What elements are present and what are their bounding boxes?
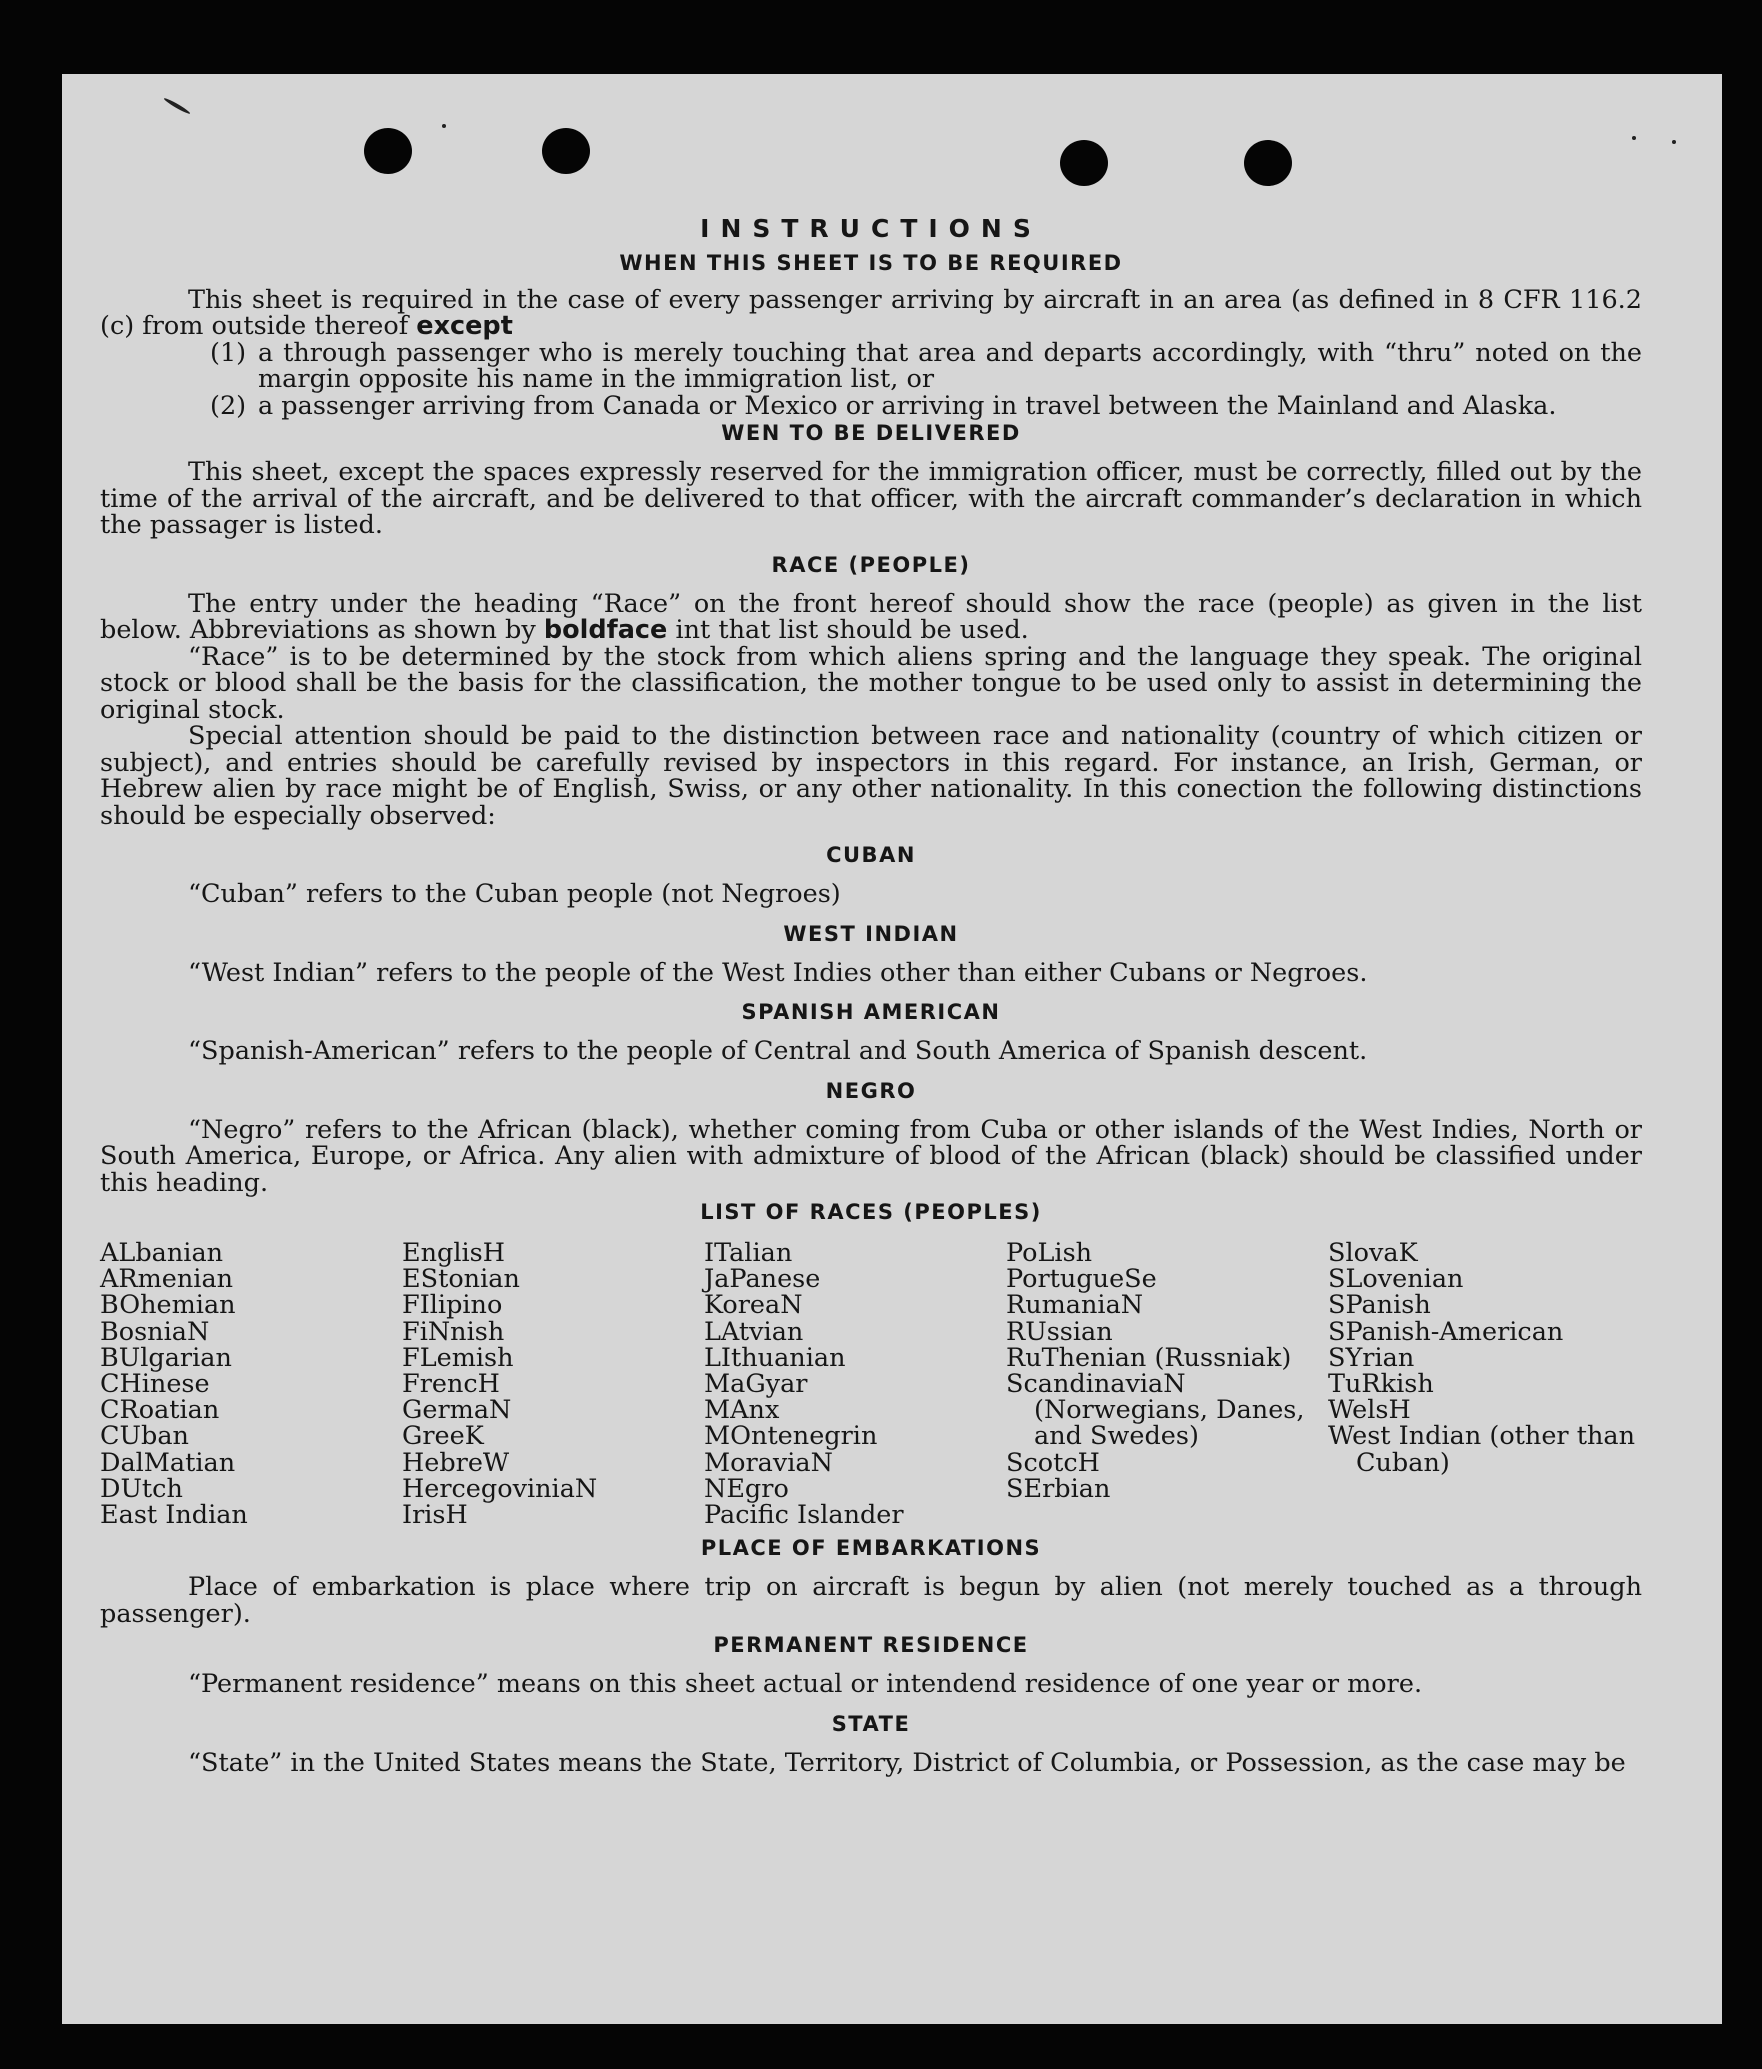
race-item: FiNnish <box>402 1316 505 1347</box>
speck <box>1632 136 1636 140</box>
punch-hole <box>1060 140 1108 186</box>
race-item: GreeK <box>402 1421 484 1452</box>
race-item: SYrian <box>1328 1342 1415 1373</box>
race-item: ARmenian <box>100 1264 234 1295</box>
race-item: MOntenegrin <box>704 1421 878 1452</box>
race-item: MAnx <box>704 1395 780 1426</box>
paragraph: “State” in the United States means the State, Territory, District of Columbia, or Possession, as the case may be <box>188 1747 1626 1778</box>
race-item: DalMatian <box>100 1447 236 1478</box>
instructions-content <box>100 216 1642 1776</box>
race-item: TuRkish <box>1328 1369 1434 1400</box>
paragraph: Place of embarkation is place where trip on aircraft is begun by alien (not merely touched as a through passenger). <box>100 1572 1642 1629</box>
race-item: BosniaN <box>100 1316 210 1347</box>
paragraph: “Cuban” refers to the Cuban people (not Negroes) <box>188 879 841 909</box>
race-item: KoreaN <box>704 1290 803 1321</box>
race-item: FrencH <box>402 1369 500 1400</box>
race-item: EnglisH <box>402 1238 505 1268</box>
race-item: IrisH <box>402 1500 468 1531</box>
paragraph: “Race” is to be determined by the stock from which aliens spring and the language they speak. The original stock or blood shall be the basis for the classification, the mother tongue to be used only to assist in determining the original stock. <box>100 641 1642 725</box>
paragraph: “Permanent residence” means on this sheet actual or intendend residence of one year or more. <box>188 1669 1423 1700</box>
race-item: FLemish <box>402 1342 514 1373</box>
race-item: SLovenian <box>1328 1264 1464 1295</box>
race-item: CHinese <box>100 1369 210 1400</box>
race-item: RUssian <box>1006 1316 1113 1347</box>
speck <box>442 124 446 128</box>
paragraph: The entry under the heading “Race” on the front hereof should show the race (people) as given in the list below. Abbreviations as shown by boldface int that list should be used. <box>100 588 1642 645</box>
speck <box>1672 140 1676 144</box>
race-item: WelsH <box>1328 1395 1411 1426</box>
race-item: CUban <box>100 1421 189 1452</box>
document-page <box>62 74 1722 2024</box>
race-item: BUlgarian <box>100 1342 232 1373</box>
race-item: HercegoviniaN <box>402 1473 598 1504</box>
race-item: DUtch <box>100 1473 183 1504</box>
list-item: (1) a through passenger who is merely touching that area and departs accordingly, with “thru” noted on the margin opposite his name in the immigration list, or <box>210 337 1642 394</box>
section-heading: WEST INDIAN <box>783 921 959 946</box>
race-item: SlovaK <box>1328 1238 1418 1268</box>
race-item: PortugueSe <box>1006 1264 1157 1295</box>
race-column <box>402 1238 704 1531</box>
section-heading: CUBAN <box>826 843 916 867</box>
list-item: (2) a passenger arriving from Canada or Mexico or arriving in travel between the Mainland and Alaska. <box>210 390 1557 421</box>
race-item: LIthuanian <box>704 1342 846 1373</box>
section-heading: WEN TO BE DELIVERED <box>721 421 1021 445</box>
race-item: RuThenian (Russniak) <box>1006 1342 1292 1373</box>
punch-hole <box>1244 140 1292 186</box>
speck <box>163 97 191 115</box>
race-item: MoraviaN <box>704 1447 833 1478</box>
race-item: MaGyar <box>704 1369 808 1400</box>
section-heading: STATE <box>831 1711 911 1736</box>
race-item: GermaN <box>402 1395 512 1426</box>
page-title: INSTRUCTIONS <box>700 214 1042 243</box>
race-item: RumaniaN <box>1006 1290 1144 1321</box>
punch-hole <box>364 128 412 174</box>
paragraph: Special attention should be paid to the distinction between race and nationality (country of which citizen or subject), and entries should be carefully revised by inspectors in this regard. For instance, an Irish, German, or Hebrew alien by race might be of English, Swiss, or any other nationality. In this conection the following distinctions should be especially observed: <box>100 721 1642 831</box>
punch-hole <box>542 128 590 174</box>
section-heading: PERMANENT RESIDENCE <box>713 1633 1029 1658</box>
race-item: West Indian (other than Cuban) <box>1328 1421 1636 1478</box>
race-item: ITalian <box>704 1238 793 1268</box>
race-item: JaPanese <box>704 1264 821 1295</box>
race-item: EStonian <box>402 1264 520 1295</box>
section-heading: SPANISH AMERICAN <box>741 1000 1001 1024</box>
race-list <box>100 1238 1642 1531</box>
section-heading: WHEN THIS SHEET IS TO BE REQUIRED <box>619 250 1123 275</box>
section-heading: PLACE OF EMBARKATIONS <box>700 1536 1042 1561</box>
section-heading: RACE (PEOPLE) <box>771 552 971 577</box>
paragraph: “Spanish-American” refers to the people of Central and South America of Spanish descent. <box>188 1036 1368 1066</box>
race-item: HebreW <box>402 1447 510 1478</box>
race-item: SErbian <box>1006 1473 1111 1504</box>
paragraph: “West Indian” refers to the people of the West Indies other than either Cubans or Negroes. <box>188 957 1368 988</box>
race-item: LAtvian <box>704 1316 804 1347</box>
race-column <box>1006 1240 1328 1528</box>
race-item: SPanish <box>1328 1290 1431 1321</box>
race-item: PoLish <box>1006 1238 1093 1268</box>
race-column <box>704 1238 1006 1531</box>
paragraph: This sheet is required in the case of every passenger arriving by aircraft in an area (as defined in 8 CFR 116.2 (c) from outside thereof except <box>100 284 1642 341</box>
race-item: Pacific Islander <box>704 1500 904 1531</box>
paragraph: “Negro” refers to the African (black), whether coming from Cuba or other islands of the West Indies, North or South America, Europe, or Africa. Any alien with admixture of blood of the African (black) should be classified under this heading. <box>100 1114 1642 1198</box>
race-item: East Indian <box>100 1500 248 1531</box>
section-heading: LIST OF RACES (PEOPLES) <box>700 1200 1042 1224</box>
race-column <box>1328 1240 1642 1528</box>
race-item: ScotcH <box>1006 1447 1100 1478</box>
race-item: SPanish-American <box>1328 1316 1564 1347</box>
race-item: BOhemian <box>100 1290 236 1321</box>
race-item: NEgro <box>704 1473 789 1504</box>
race-item: FIlipino <box>402 1290 503 1321</box>
section-heading: NEGRO <box>825 1078 917 1103</box>
race-item: ScandinaviaN (Norwegians, Danes, and Swedes) <box>1006 1369 1305 1452</box>
race-item: CRoatian <box>100 1395 220 1426</box>
race-column <box>100 1238 402 1531</box>
paragraph: This sheet, except the spaces expressly reserved for the immigration officer, must be correctly, filled out by the time of the arrival of the aircraft, and be delivered to that officer, with the aircraft commander’s declaration in which the passager is listed. <box>100 457 1642 540</box>
race-item: ALbanian <box>100 1238 224 1268</box>
